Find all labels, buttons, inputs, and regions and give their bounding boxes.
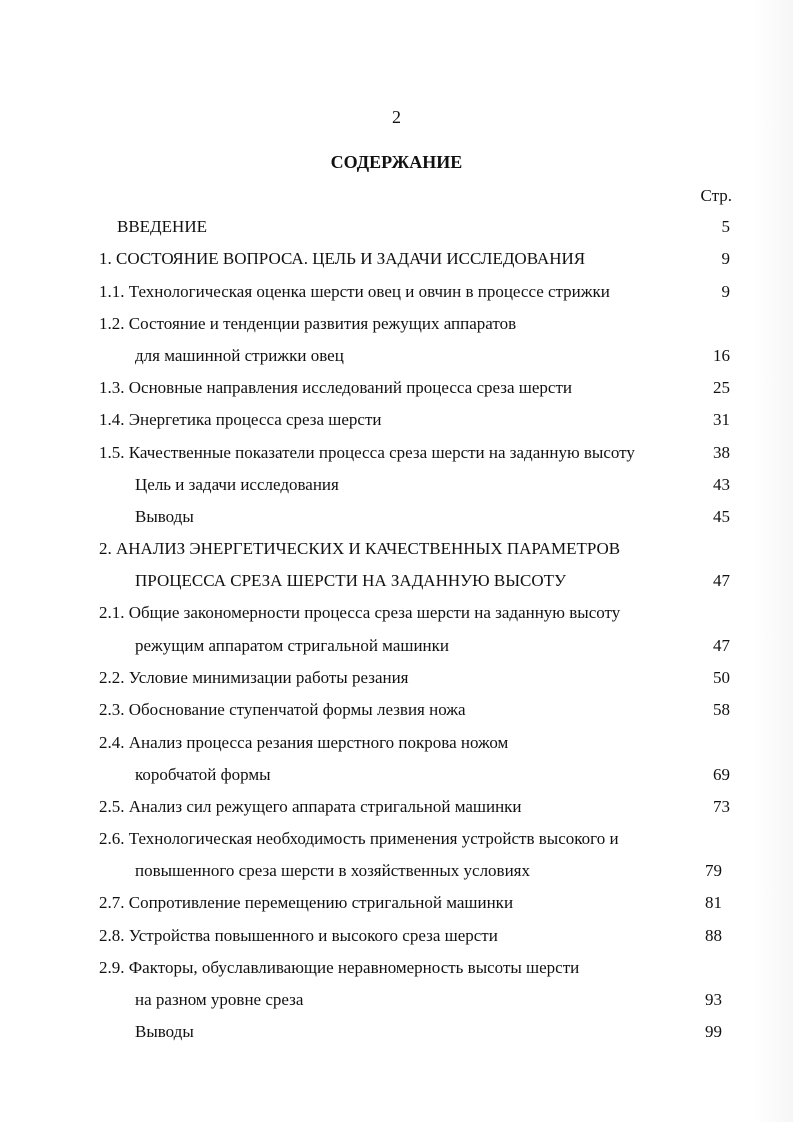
toc-entry-text: 2.2. Условие минимизации работы резания xyxy=(99,668,409,687)
toc-entry-text: коробчатой формы xyxy=(135,765,271,784)
toc-entry-text: 2.6. Технологическая необходимость применения устройств высокого и xyxy=(99,829,619,848)
toc-entry-text: 1. СОСТОЯНИЕ ВОПРОСА. ЦЕЛЬ И ЗАДАЧИ ИССЛЕДОВАНИЯ xyxy=(99,249,586,268)
toc-entry-text: для машинной стрижки овец xyxy=(135,346,344,365)
page-title: СОДЕРЖАНИЕ xyxy=(330,152,463,172)
toc-entry-text: 1.1. Технологическая оценка шерсти овец и овчин в процессе стрижки xyxy=(99,282,610,301)
toc-entry-text: на разном уровне среза xyxy=(135,990,304,1009)
toc-entry-page: 69 xyxy=(713,765,730,784)
page-column-header: Стр. xyxy=(700,186,732,205)
toc-entry-text: 2.5. Анализ сил режущего аппарата стригальной машинки xyxy=(99,797,522,816)
toc-entry-page: 9 xyxy=(721,282,730,301)
toc-entry-page: 45 xyxy=(713,507,730,526)
toc-entry-text: 1.4. Энергетика процесса среза шерсти xyxy=(99,410,382,429)
toc-entry-page: 73 xyxy=(713,797,730,816)
toc-entry-page: 31 xyxy=(713,410,730,429)
toc-entry-text: повышенного среза шерсти в хозяйственных условиях xyxy=(135,861,530,880)
toc-entry-page: 43 xyxy=(713,475,730,494)
toc-entry-text: ВВЕДЕНИЕ xyxy=(117,217,207,236)
toc-entry-page: 88 xyxy=(705,926,722,945)
toc-entry-page: 9 xyxy=(721,249,730,268)
toc-entry-text: 2. АНАЛИЗ ЭНЕРГЕТИЧЕСКИХ И КАЧЕСТВЕННЫХ ПАРАМЕТРОВ xyxy=(99,539,621,558)
toc-entry-page: 99 xyxy=(705,1022,722,1041)
toc-entry-text: 2.3. Обоснование ступенчатой формы лезвия ножа xyxy=(99,700,466,719)
toc-entry-text: Выводы xyxy=(135,507,194,526)
toc-entry-text: ПРОЦЕССА СРЕЗА ШЕРСТИ НА ЗАДАННУЮ ВЫСОТУ xyxy=(135,571,567,590)
toc-entry-text: Выводы xyxy=(135,1022,194,1041)
toc-entry-page: 50 xyxy=(713,668,730,687)
toc-entry-page: 5 xyxy=(721,217,730,236)
toc-entry-page: 47 xyxy=(713,571,730,590)
toc-entry-text: 1.3. Основные направления исследований процесса среза шерсти xyxy=(99,378,572,397)
toc-entry-text: 2.7. Сопротивление перемещению стригальной машинки xyxy=(99,893,514,912)
page-number: 2 xyxy=(392,107,401,127)
toc-entry-page: 58 xyxy=(713,700,730,719)
toc-entry-text: 2.9. Факторы, обуславливающие неравномерность высоты шерсти xyxy=(99,958,580,977)
toc-entry-page: 25 xyxy=(713,378,730,397)
toc-entry-text: Цель и задачи исследования xyxy=(135,475,339,494)
toc-entry-page: 38 xyxy=(713,443,730,462)
toc-entry-text: 1.5. Качественные показатели процесса среза шерсти на заданную высоту xyxy=(99,443,635,462)
toc-entry-text: 2.8. Устройства повышенного и высокого среза шерсти xyxy=(99,926,498,945)
toc-entry-text: 1.2. Состояние и тенденции развития режущих аппаратов xyxy=(99,314,517,333)
toc-entry-page: 79 xyxy=(705,861,722,880)
toc-entry-text: 2.4. Анализ процесса резания шерстного покрова ножом xyxy=(99,733,509,752)
toc-entry-page: 81 xyxy=(705,893,722,912)
toc-entry-page: 93 xyxy=(705,990,722,1009)
toc-entry-page: 16 xyxy=(713,346,730,365)
toc-entry-page: 47 xyxy=(713,636,730,655)
toc-entry-text: режущим аппаратом стригальной машинки xyxy=(135,636,450,655)
toc-entry-text: 2.1. Общие закономерности процесса среза шерсти на заданную высоту xyxy=(99,603,621,622)
